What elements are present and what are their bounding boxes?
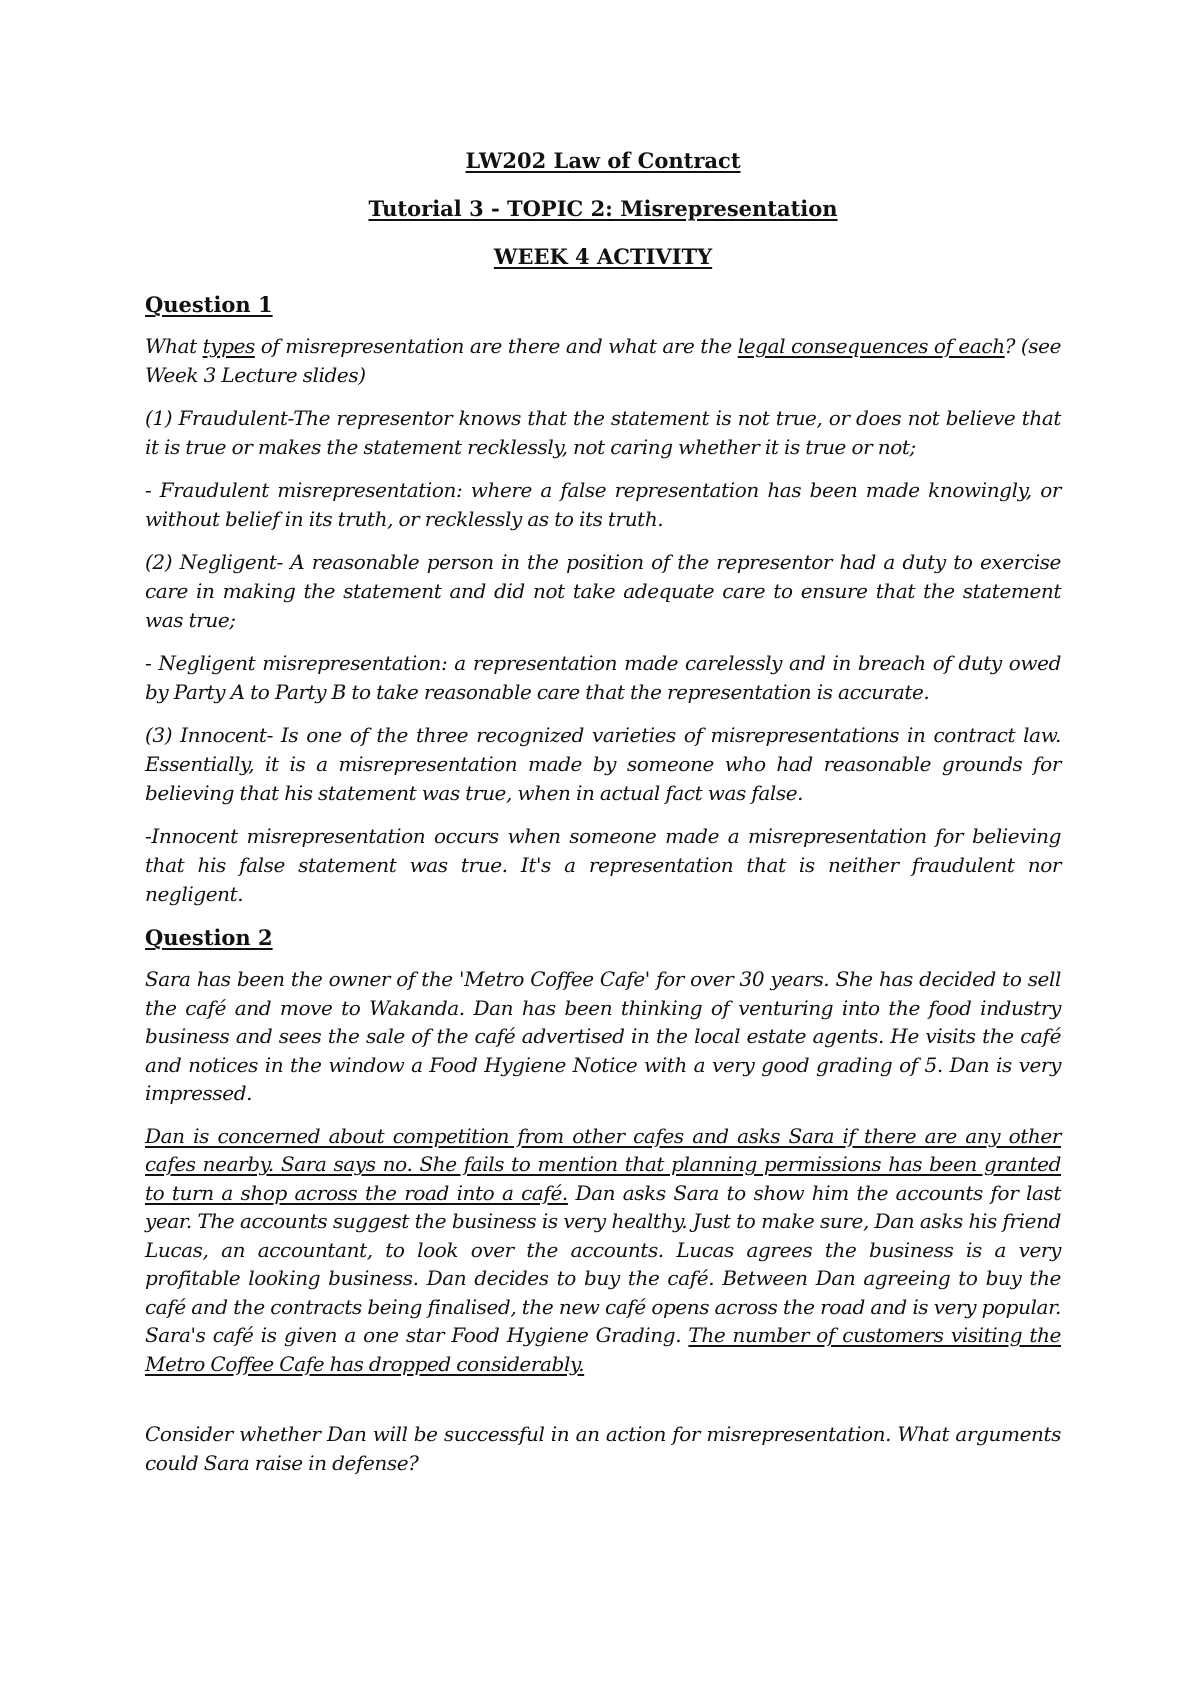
answer-fraudulent-definition: - Fraudulent misrepresentation: where a false representation has been made knowingly, or without belief in its truth, or recklessly as to its truth. — [145, 478, 1061, 531]
answer-fraudulent: (1) Fraudulent-The representor knows that the statement is not true, or does not believe that it is true or makes the statement recklessly, not caring whether it is true or not; — [145, 406, 1061, 459]
answer-negligent: (2) Negligent- A reasonable person in the position of the representor had a duty to exercise care in making the statement and did not take adequate care to ensure that the statement was true; — [145, 550, 1061, 632]
prompt-text: ? (see Week 3 Lecture slides) — [145, 334, 1062, 387]
document-body — [145, 146, 1061, 1491]
answer-innocent: (3) Innocent- Is one of the three recognized varieties of misrepresentations in contract law. Essentially, it is a misrepresentation made by someone who had reasonable grounds for believing that his statement was true, when in actual fact was false. — [145, 723, 1061, 805]
spacer — [145, 1392, 1061, 1420]
prompt-legal-consequences: legal consequences of each — [737, 334, 1005, 358]
question-1-prompt — [145, 332, 1061, 390]
question-2-task: Consider whether Dan will be successful in an action for misrepresentation. What arguments could Sara raise in defense? — [145, 1422, 1061, 1475]
course-title: LW202 Law of Contract — [465, 148, 741, 173]
question-2-heading: Question 2 — [145, 925, 273, 950]
scenario-paragraph-2 — [145, 1122, 1061, 1379]
question-1-heading: Question 1 — [145, 292, 273, 317]
scenario-paragraph-1: Sara has been the owner of the 'Metro Coffee Cafe' for over 30 years. She has decided to sell the café and move to Wakanda. Dan has been thinking of venturing into the food industry business and sees the sale of the café advertised in the local estate agents. He visits the café and notices in the window a Food Hygiene Notice with a very good grading of 5. Dan is very impressed. — [145, 967, 1061, 1105]
tutorial-title: Tutorial 3 - TOPIC 2: Misrepresentation — [368, 196, 838, 221]
scenario-underlined-text: Dan is concerned about competition from other cafes and asks Sara if there are any other cafes nearby. Sara says no. She fails to mention that planning permissions has been granted to turn a shop across the road into a café. — [145, 1123, 1061, 1205]
prompt-text: of misrepresentation are there and what are the — [254, 334, 738, 358]
answer-innocent-definition: -Innocent misrepresentation occurs when someone made a misrepresentation for believing that his false statement was true. It's a representation that is neither fraudulent nor negligent. — [145, 824, 1061, 906]
answer-negligent-definition: - Negligent misrepresentation: a representation made carelessly and in breach of duty owed by Party A to Party B to take reasonable care that the representation is accurate. — [145, 651, 1061, 704]
scenario-underlined-text: The number of customers visiting the Metro Coffee Cafe has dropped considerably. — [145, 1323, 1061, 1376]
activity-title: WEEK 4 ACTIVITY — [493, 244, 713, 269]
prompt-types: types — [202, 334, 255, 358]
scenario-text: Dan asks Sara to show him the accounts for last year. The accounts suggest the business is very healthy. Just to make sure, Dan asks his friend Lucas, an accountant, to look over the accounts. Lucas agrees the business is a very profitable looking business. Dan decides to buy the café. Between Dan agreeing to buy the café and the contracts being finalised, the new café opens across the road and is very popular. Sara's café is given a one star Food Hygiene Grading. — [145, 1180, 1062, 1347]
prompt-text: What — [145, 334, 203, 358]
